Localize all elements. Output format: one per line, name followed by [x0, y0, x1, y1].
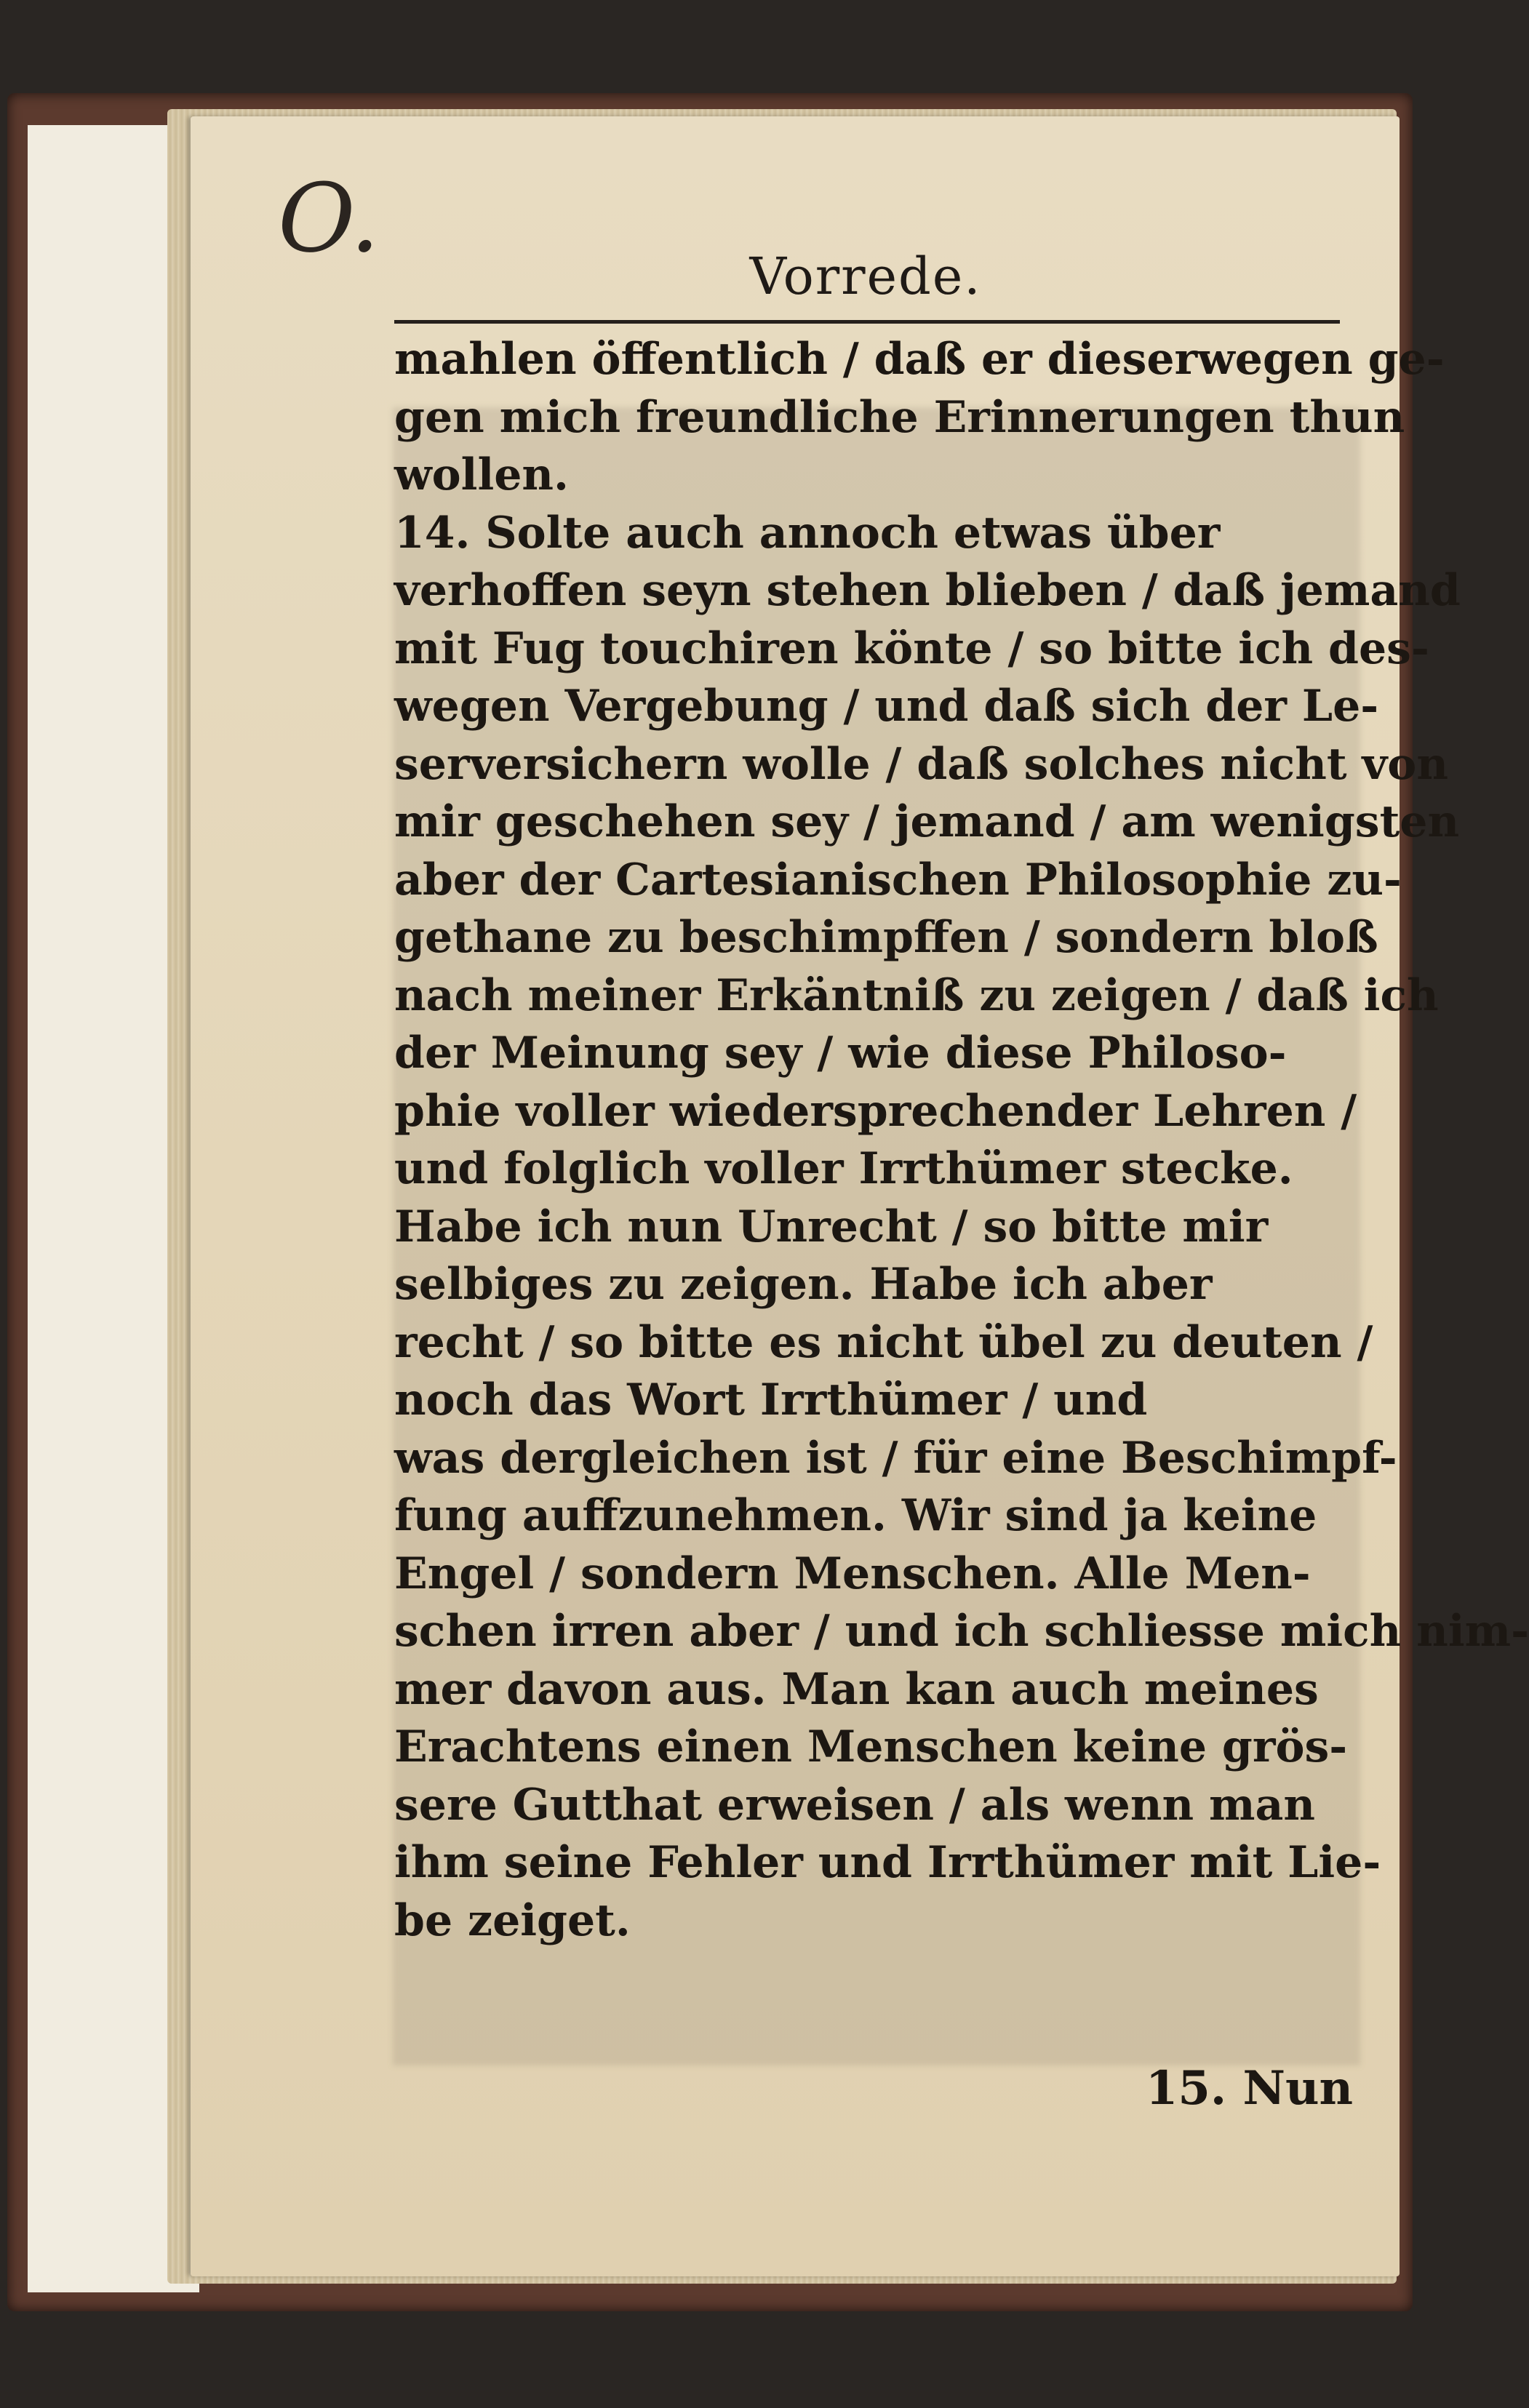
text-line: recht / so bitte es nicht übel zu deuten / — [394, 1316, 1373, 1368]
text-line: mer davon aus. Man kan auch meines — [394, 1663, 1319, 1715]
text-line: Erachtens einen Menschen keine grös- — [394, 1721, 1348, 1772]
body-text — [394, 331, 1529, 1950]
text-line: ihm seine Fehler und Irrthümer mit Lie- — [394, 1837, 1381, 1888]
text-line: mir geschehen sey / jemand / am wenigsten — [394, 796, 1460, 847]
text-line: schen irren aber / und ich schliesse mich nim- — [394, 1606, 1529, 1657]
text-line: gen mich freundliche Erinnerungen thun — [394, 391, 1405, 443]
text-line: mahlen öffentlich / daß er dieserwegen ge- — [394, 334, 1445, 385]
text-line: Engel / sondern Menschen. Alle Men- — [394, 1548, 1311, 1599]
catchword: 15. Nun — [1145, 2061, 1353, 2116]
text-line: selbiges zu zeigen. Habe ich aber — [394, 1259, 1213, 1310]
text-line: wollen. — [394, 449, 569, 500]
text-line: gethane zu beschimpffen / sondern bloß — [394, 912, 1378, 963]
text-line: noch das Wort Irrthümer / und — [394, 1375, 1148, 1425]
folio-mark: O. — [278, 163, 380, 273]
text-line: was dergleichen ist / für eine Beschimpf- — [394, 1432, 1397, 1484]
text-line: der Meinung sey / wie diese Philoso- — [394, 1028, 1287, 1079]
text-line: phie voller wiedersprechender Lehren / — [394, 1085, 1357, 1137]
text-line: wegen Vergebung / und daß sich der Le- — [394, 681, 1379, 732]
text-line: aber der Cartesianischen Philosophie zu- — [394, 854, 1402, 905]
text-line: und folglich voller Irrthümer stecke. — [394, 1143, 1293, 1194]
text-line: sere Gutthat erweisen / als wenn man — [394, 1779, 1315, 1831]
head-rule — [394, 320, 1340, 324]
text-line: be zeiget. — [394, 1895, 631, 1946]
text-line: Habe ich nun Unrecht / so bitte mir — [394, 1201, 1269, 1252]
text-line: serversichern wolle / daß solches nicht von — [394, 738, 1448, 790]
text-line: nach meiner Erkäntniß zu zeigen / daß ich — [394, 969, 1439, 1021]
text-line: verhoffen seyn stehen blieben / daß jemand — [394, 565, 1461, 616]
text-line: mit Fug touchiren könte / so bitte ich des- — [394, 623, 1429, 674]
text-line: 14. Solte auch annoch etwas über — [394, 507, 1221, 559]
text-line: fung auffzunehmen. Wir sind ja keine — [394, 1490, 1317, 1541]
running-head: Vorrede. — [749, 247, 982, 306]
